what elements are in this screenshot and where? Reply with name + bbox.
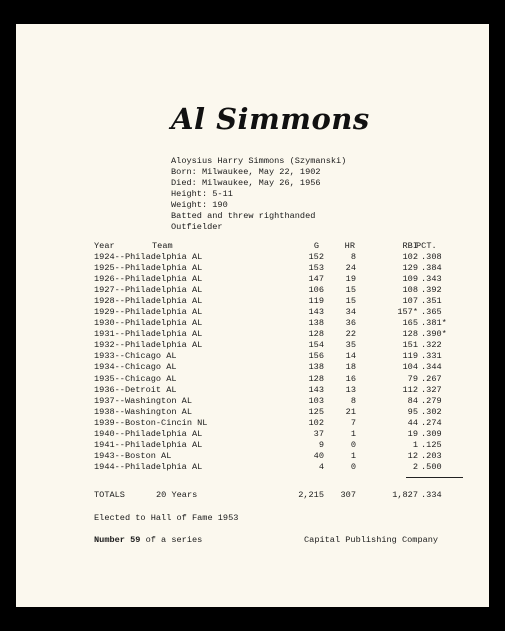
stats-cell-team: 1935--Chicago AL (94, 373, 177, 384)
stats-cell-team: 1934--Chicago AL (94, 362, 177, 373)
stats-rows (94, 252, 484, 473)
stats-cell-pct: .381* (421, 318, 447, 329)
stats-cell-team: 1932--Philadelphia AL (94, 340, 203, 351)
stats-cell-pct: .365 (421, 307, 442, 318)
stats-cell-hr: 1 (350, 450, 356, 461)
stats-cell-g: 119 (308, 296, 324, 307)
stats-cell-hr: 8 (350, 252, 356, 262)
stats-cell-pct: .327 (421, 384, 442, 395)
stats-cell-g: 37 (313, 428, 324, 439)
stats-cell-hr: 16 (345, 373, 356, 384)
stats-cell-hr: 15 (345, 285, 356, 296)
stats-cell-rbi: 107 (402, 296, 418, 307)
stats-cell-hr: 36 (345, 318, 356, 329)
totals-label: TOTALS (94, 490, 125, 500)
stats-cell-team: 1940--Philadelphia AL (94, 428, 203, 439)
stats-cell-g: 143 (308, 384, 324, 395)
stats-cell-rbi: 112 (402, 384, 418, 395)
totals-g: 2,215 (298, 490, 324, 500)
stats-cell-pct: .274 (421, 417, 442, 428)
stats-cell-rbi: 119 (402, 351, 418, 362)
stats-cell-rbi: 109 (402, 274, 418, 285)
stats-cell-pct: .344 (421, 362, 442, 373)
header-pct: PCT. (416, 241, 437, 251)
stats-row (94, 351, 484, 362)
stats-cell-hr: 13 (345, 384, 356, 395)
stats-row (94, 407, 484, 418)
stats-cell-g: 128 (308, 329, 324, 340)
totals-rbi: 1,827 (392, 490, 418, 500)
stats-cell-team: 1937--Washington AL (94, 395, 192, 406)
stats-cell-rbi: 108 (402, 285, 418, 296)
player-signature: Al Simmons (171, 102, 370, 136)
stats-cell-team: 1929--Philadelphia AL (94, 307, 203, 318)
stats-cell-hr: 24 (345, 263, 356, 274)
stats-cell-g: 40 (313, 450, 324, 461)
stats-cell-rbi: 165 (402, 318, 418, 329)
header-year: Year (94, 241, 115, 251)
series-number (94, 535, 202, 546)
stats-row (94, 362, 484, 373)
stats-cell-rbi: 95 (407, 406, 418, 417)
stats-row (94, 385, 484, 396)
stats-cell-hr: 0 (350, 461, 356, 472)
stats-cell-hr: 1 (350, 428, 356, 439)
stats-cell-team: 1938--Washington AL (94, 406, 192, 417)
stats-cell-team: 1924--Philadelphia AL (94, 252, 203, 262)
stats-cell-rbi: 44 (407, 417, 418, 428)
totals-hr: 307 (340, 490, 356, 500)
stats-cell-rbi: 19 (407, 428, 418, 439)
stats-cell-team: 1939--Boston-Cincin NL (94, 417, 208, 428)
birth-info: Born: Milwaukee, May 22, 1902 (171, 167, 321, 177)
stats-row (94, 418, 484, 429)
stats-cell-g: 154 (308, 340, 324, 351)
stats-cell-pct: .392 (421, 285, 442, 296)
series-number-bold: Number 59 (94, 535, 141, 545)
position: Outfielder (171, 222, 223, 232)
stats-cell-g: 125 (308, 406, 324, 417)
death-info: Died: Milwaukee, May 26, 1956 (171, 178, 321, 188)
totals-row (94, 490, 484, 501)
height: Height: 5-11 (171, 189, 233, 199)
series-number-suffix: of a series (140, 535, 203, 545)
stats-table (94, 241, 484, 473)
stats-cell-team: 1930--Philadelphia AL (94, 318, 203, 329)
stats-row (94, 374, 484, 385)
stats-cell-hr: 21 (345, 406, 356, 417)
stats-cell-team: 1928--Philadelphia AL (94, 296, 203, 307)
stats-cell-pct: .309 (421, 428, 442, 439)
stats-cell-rbi: 12 (407, 450, 418, 461)
stats-cell-pct: .331 (421, 351, 442, 362)
stats-row (94, 440, 484, 451)
stats-cell-g: 9 (318, 439, 324, 450)
stats-row (94, 340, 484, 351)
stats-cell-rbi: 129 (402, 263, 418, 274)
stats-cell-hr: 22 (345, 329, 356, 340)
stats-row (94, 263, 484, 274)
stats-cell-g: 106 (308, 285, 324, 296)
stats-cell-pct: .308 (421, 252, 442, 262)
stats-cell-hr: 7 (350, 417, 356, 428)
stats-cell-pct: .384 (421, 263, 442, 274)
player-bio (171, 156, 471, 233)
stats-cell-pct: .302 (421, 406, 442, 417)
stats-cell-rbi: 104 (402, 362, 418, 373)
stats-cell-rbi: 2 (412, 461, 418, 472)
full-name: Aloysius Harry Simmons (Szymanski) (171, 156, 347, 166)
hall-of-fame-note: Elected to Hall of Fame 1953 (94, 513, 239, 523)
stats-cell-g: 143 (308, 307, 324, 318)
stats-header-row (94, 241, 484, 252)
stats-cell-team: 1925--Philadelphia AL (94, 263, 203, 274)
stats-cell-g: 153 (308, 263, 324, 274)
stats-cell-pct: .343 (421, 274, 442, 285)
header-g: G (313, 241, 319, 251)
stats-cell-g: 147 (308, 274, 324, 285)
baseball-card (16, 24, 489, 607)
stats-row (94, 285, 484, 296)
stats-row (94, 307, 484, 318)
stats-cell-hr: 35 (345, 340, 356, 351)
stats-cell-rbi: 84 (407, 395, 418, 406)
stats-cell-team: 1941--Philadelphia AL (94, 439, 203, 450)
stats-row (94, 429, 484, 440)
stats-row (94, 296, 484, 307)
stats-row (94, 274, 484, 285)
stats-cell-g: 128 (308, 373, 324, 384)
stats-cell-team: 1944--Philadelphia AL (94, 461, 203, 472)
stats-cell-rbi: 157* (397, 307, 418, 318)
stats-cell-pct: .267 (421, 373, 442, 384)
stats-cell-hr: 19 (345, 274, 356, 285)
publisher: Capital Publishing Company (304, 535, 439, 545)
stats-row (94, 329, 484, 340)
totals-pct: .334 (421, 490, 442, 500)
stats-cell-team: 1936--Detroit AL (94, 384, 177, 395)
stats-cell-pct: .351 (421, 296, 442, 307)
stats-cell-hr: 8 (350, 395, 356, 406)
stats-cell-team: 1931--Philadelphia AL (94, 329, 203, 340)
stats-row (94, 318, 484, 329)
stats-cell-rbi: 1 (412, 439, 418, 450)
header-rbi: RBI (402, 241, 418, 251)
stats-row (94, 252, 484, 263)
totals-rule (406, 477, 463, 478)
stats-row (94, 462, 484, 473)
stats-cell-rbi: 128 (402, 329, 418, 340)
stats-cell-team: 1943--Boston AL (94, 450, 172, 461)
stats-cell-rbi: 79 (407, 373, 418, 384)
stats-cell-team: 1926--Philadelphia AL (94, 274, 203, 285)
weight: Weight: 190 (171, 200, 228, 210)
stats-cell-rbi: 151 (402, 340, 418, 351)
stats-cell-g: 102 (308, 417, 324, 428)
stats-cell-pct: .125 (421, 439, 442, 450)
stats-cell-g: 152 (308, 252, 324, 262)
stats-cell-hr: 0 (350, 439, 356, 450)
stats-cell-team: 1927--Philadelphia AL (94, 285, 203, 296)
stats-cell-pct: .203 (421, 450, 442, 461)
stats-row (94, 451, 484, 462)
stats-cell-g: 138 (308, 318, 324, 329)
stats-cell-g: 4 (318, 461, 324, 472)
stats-cell-g: 138 (308, 362, 324, 373)
stats-cell-pct: .500 (421, 461, 442, 472)
stats-cell-hr: 18 (345, 362, 356, 373)
stats-cell-pct: .390* (421, 329, 447, 340)
totals-years: 20 Years (156, 490, 198, 500)
stats-cell-team: 1933--Chicago AL (94, 351, 177, 362)
stats-cell-rbi: 102 (402, 252, 418, 262)
stats-cell-hr: 14 (345, 351, 356, 362)
header-team: Team (152, 241, 173, 251)
batting-throwing: Batted and threw righthanded (171, 211, 316, 221)
stats-cell-hr: 15 (345, 296, 356, 307)
stats-cell-pct: .279 (421, 395, 442, 406)
header-hr: HR (344, 241, 355, 251)
stats-cell-g: 103 (308, 395, 324, 406)
stats-row (94, 396, 484, 407)
stats-cell-hr: 34 (345, 307, 356, 318)
stats-cell-g: 156 (308, 351, 324, 362)
stats-cell-pct: .322 (421, 340, 442, 351)
